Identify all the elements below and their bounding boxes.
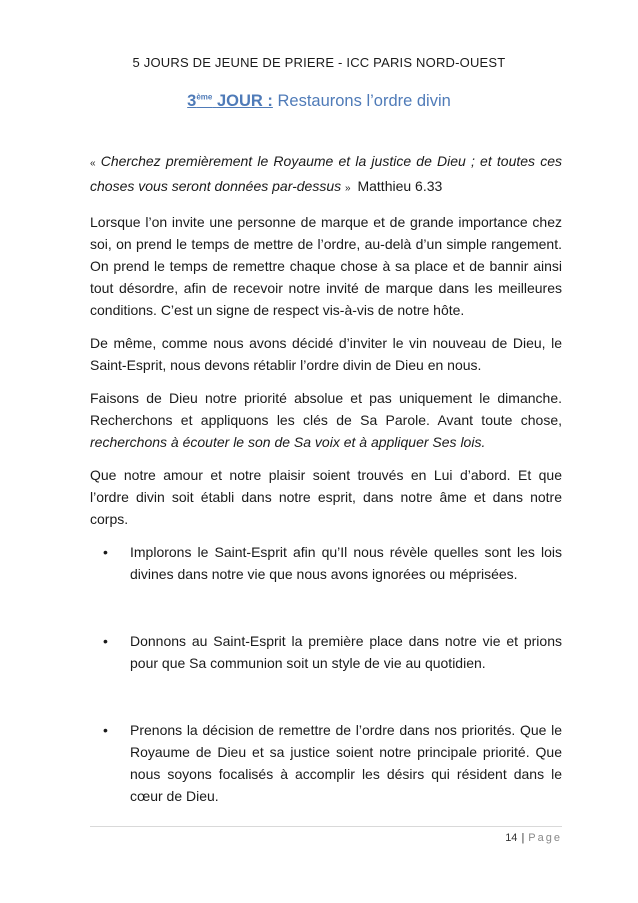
paragraph-3: Faisons de Dieu notre priorité absolue et pas uniquement le dimanche. Recherchons et appliquons les clés de Sa Parole. Avant toute chose, recherchons à écouter le son de Sa voix et à appliquer Ses lois. [90,390,562,450]
prayer-list [90,541,562,807]
day-number: 3ème JOUR : [187,92,273,110]
bullet-icon: • [103,633,108,649]
quote-text: Cherchez premièrement le Royaume et la justice de Dieu ; et toutes ces choses vous seront données par-dessus [90,153,562,194]
page-label: Page [528,832,562,844]
page-number: 14 [505,832,518,844]
paragraph-2: De même, comme nous avons décidé d’inviter le vin nouveau de Dieu, le Saint-Esprit, nous devons rétablir l’ordre divin de Dieu en nous. [90,335,562,373]
list-item: • Prenons la décision de remettre de l’ordre dans nos priorités. Que le Royaume de Dieu et sa justice soient notre principale priorité. Que nous soyons focalisés à accomplir les désirs qui résident dans le cœur de Dieu. [90,719,562,807]
list-item: • Implorons le Saint-Esprit afin qu’Il nous révèle quelles sont les lois divines dans notre vie que nous avons ignorées ou méprisées. [90,541,562,585]
verse-reference: Matthieu 6.33 [357,178,443,194]
day-theme: Restaurons l’ordre divin [277,92,451,110]
page-content [90,150,562,852]
bullet-icon: • [103,544,108,560]
page-footer: 14 | Page [505,832,562,844]
paragraph-4: Que notre amour et notre plaisir soient trouvés en Lui d’abord. Et que l’ordre divin soit établi dans notre esprit, dans notre âme et dans notre corps. [90,467,562,527]
bullet-icon: • [103,722,108,738]
footer-divider [90,826,562,827]
paragraph-3-emphasis: recherchons à écouter le son de Sa voix et à appliquer Ses lois. [90,434,486,450]
day-title [0,92,638,111]
scripture-quote: « Cherchez premièrement le Royaume et la justice de Dieu ; et toutes ces choses vous seront données par-dessus » Matthieu 6.33 [90,153,562,194]
paragraph-1: Lorsque l’on invite une personne de marque et de grande importance chez soi, on prend le temps de mettre de l’ordre, au-delà d’un simple rangement. On prend le temps de remettre chaque chose à sa place et de bannir ainsi tout désordre, afin de recevoir notre invité de marque dans les meilleures conditions. C’est un signe de respect vis-à-vis de notre hôte. [90,214,562,318]
list-item: • Donnons au Saint-Esprit la première place dans notre vie et prions pour que Sa communion soit un style de vie au quotidien. [90,630,562,674]
page-header: 5 JOURS DE JEUNE DE PRIERE - ICC PARIS NORD-OUEST [132,55,506,70]
